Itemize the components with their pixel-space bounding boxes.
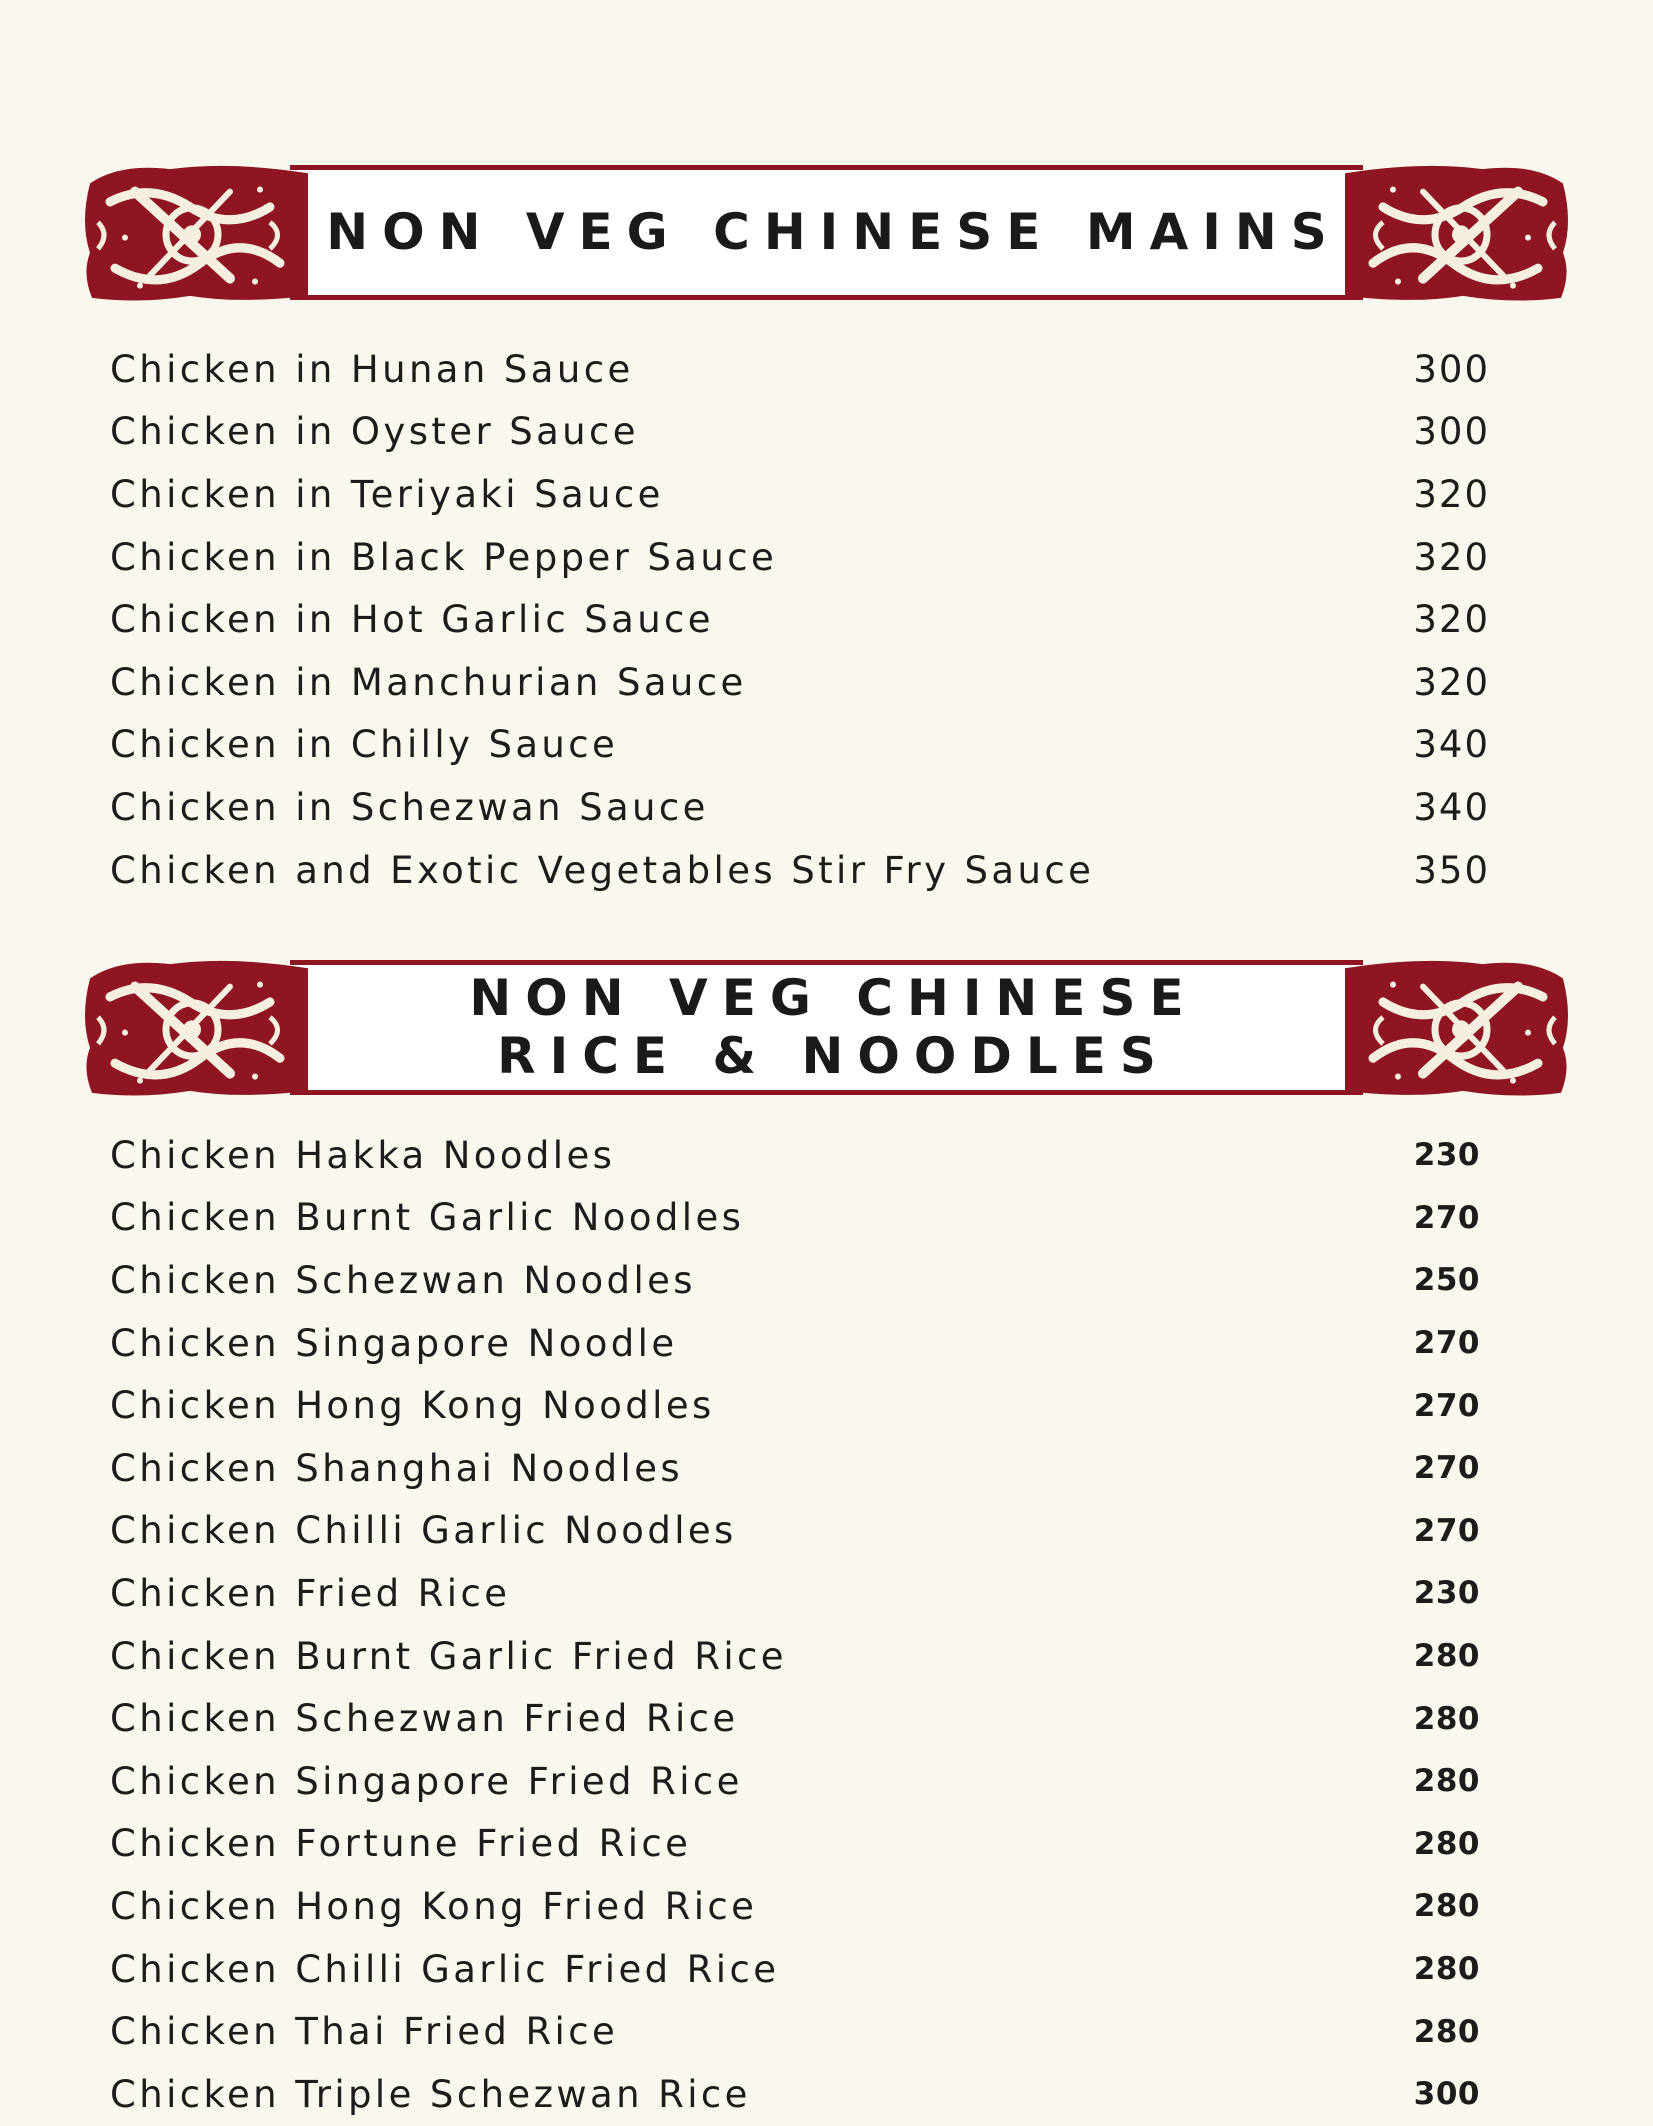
menu-item-price: 270 (1413, 1512, 1480, 1549)
menu-item-price: 250 (1413, 1262, 1480, 1299)
menu-item-name: Chicken Burnt Garlic Fried Rice (110, 1634, 787, 1678)
menu-item (110, 338, 1490, 401)
menu-item-price: 350 (1413, 848, 1490, 892)
menu-item-price: 270 (1413, 1199, 1480, 1236)
menu-item-name: Chicken in Chilly Sauce (110, 723, 619, 767)
menu-item-price: 270 (1413, 1450, 1480, 1487)
menu-item-price: 300 (1413, 410, 1490, 454)
menu-item-name: Chicken Thai Fried Rice (110, 2010, 619, 2054)
menu-list-mains (110, 338, 1490, 901)
menu-item-price: 320 (1413, 598, 1490, 642)
celtic-knot-ornament-icon (1343, 161, 1573, 304)
menu-item-price: 280 (1413, 1951, 1480, 1988)
menu-item-name: Chicken in Black Pepper Sauce (110, 535, 778, 579)
menu-item-name: Chicken Fried Rice (110, 1571, 511, 1615)
menu-item-name: Chicken Singapore Noodle (110, 1321, 678, 1365)
celtic-knot-ornament-icon (80, 956, 310, 1099)
menu-item-price: 340 (1413, 723, 1490, 767)
menu-item (110, 839, 1490, 902)
menu-item-name: Chicken Burnt Garlic Noodles (110, 1196, 745, 1240)
menu-item (110, 1249, 1490, 1312)
menu-item (110, 776, 1490, 839)
menu-item-price: 280 (1413, 2013, 1480, 2050)
menu-item (110, 1938, 1490, 2001)
menu-item-name: Chicken Hong Kong Fried Rice (110, 1884, 758, 1928)
menu-item (110, 1750, 1490, 1813)
menu-item (110, 2000, 1490, 2063)
section-title (310, 960, 1343, 1095)
menu-item (110, 1312, 1490, 1375)
menu-item-price: 300 (1413, 2076, 1480, 2113)
menu-item-price: 230 (1413, 1137, 1480, 1174)
menu-item-price: 280 (1413, 1638, 1480, 1675)
menu-item (110, 1374, 1490, 1437)
menu-item-name: Chicken in Schezwan Sauce (110, 785, 709, 829)
menu-item-price: 340 (1413, 785, 1490, 829)
menu-item-name: Chicken Hakka Noodles (110, 1133, 616, 1177)
celtic-knot-ornament-icon (1343, 956, 1573, 1099)
menu-item (110, 1562, 1490, 1625)
menu-item-name: Chicken in Oyster Sauce (110, 410, 639, 454)
menu-item-price: 270 (1413, 1387, 1480, 1424)
menu-item-name: Chicken Schezwan Noodles (110, 1258, 696, 1302)
menu-item-name: Chicken in Manchurian Sauce (110, 660, 747, 704)
menu-item-name: Chicken Shanghai Noodles (110, 1446, 684, 1490)
menu-item (110, 1875, 1490, 1938)
menu-item-name: Chicken in Hunan Sauce (110, 347, 634, 391)
menu-item-name: Chicken Chilli Garlic Noodles (110, 1509, 737, 1553)
menu-item-price: 320 (1413, 535, 1490, 579)
menu-item-price: 280 (1413, 1700, 1480, 1737)
menu-item (110, 651, 1490, 714)
section-header-rice-noodles (80, 960, 1573, 1095)
menu-list-rice-noodles (110, 1124, 1490, 2126)
menu-item-name: Chicken Hong Kong Noodles (110, 1384, 715, 1428)
menu-item-name: Chicken Fortune Fried Rice (110, 1822, 692, 1866)
menu-item (110, 463, 1490, 526)
menu-item (110, 401, 1490, 464)
menu-item (110, 1437, 1490, 1500)
menu-item (110, 1124, 1490, 1187)
menu-item-price: 230 (1413, 1575, 1480, 1612)
menu-item (110, 1687, 1490, 1750)
menu-item-name: Chicken Schezwan Fried Rice (110, 1697, 739, 1741)
menu-item-price: 280 (1413, 1888, 1480, 1925)
celtic-knot-ornament-icon (80, 161, 310, 304)
menu-item (110, 714, 1490, 777)
menu-item-price: 320 (1413, 472, 1490, 516)
menu-item-price: 270 (1413, 1325, 1480, 1362)
menu-item-price: 320 (1413, 660, 1490, 704)
menu-item-name: Chicken Chilli Garlic Fried Rice (110, 1947, 780, 1991)
section-title-line: RICE & NOODLES (497, 1026, 1170, 1085)
menu-item-name: Chicken in Teriyaki Sauce (110, 472, 664, 516)
section-title-line: NON VEG CHINESE MAINS (326, 202, 1341, 261)
menu-item (110, 526, 1490, 589)
menu-item-price: 300 (1413, 347, 1490, 391)
section-header-mains (80, 165, 1573, 300)
menu-item-price: 280 (1413, 1825, 1480, 1862)
menu-item (110, 1500, 1490, 1563)
section-title-line: NON VEG CHINESE (469, 969, 1198, 1027)
menu-item-name: Chicken and Exotic Vegetables Stir Fry Sauce (110, 848, 1095, 892)
menu-item-name: Chicken Triple Schezwan Rice (110, 2072, 751, 2116)
menu-item (110, 1187, 1490, 1250)
menu-item (110, 1625, 1490, 1688)
menu-item (110, 588, 1490, 651)
menu-item-name: Chicken in Hot Garlic Sauce (110, 598, 714, 642)
section-title (310, 165, 1343, 300)
menu-item (110, 2063, 1490, 2126)
menu-item (110, 1813, 1490, 1876)
menu-item-price: 280 (1413, 1763, 1480, 1800)
menu-item-name: Chicken Singapore Fried Rice (110, 1759, 743, 1803)
